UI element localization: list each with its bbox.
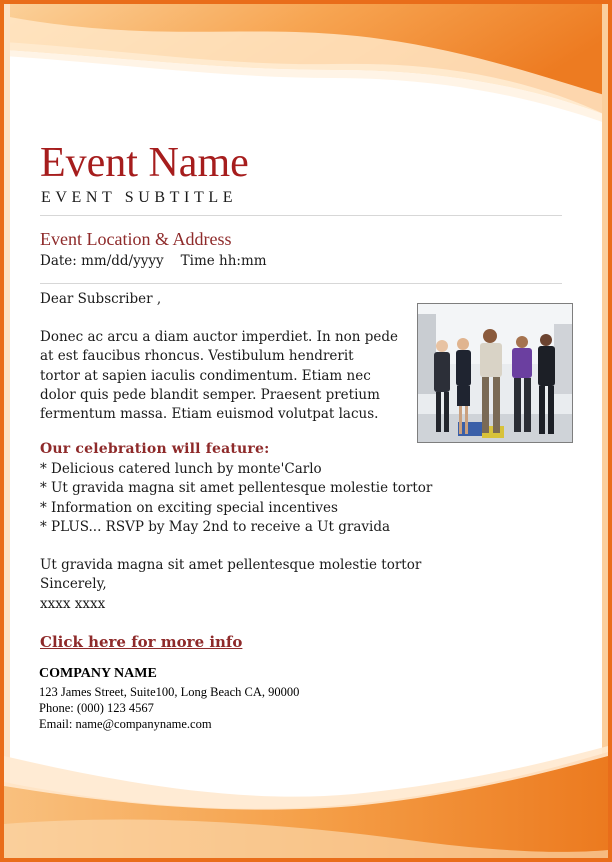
- body-line: tortor at sapien iaculis condimentum. Etiam nec: [40, 367, 371, 384]
- list-item: * Information on exciting special incentives: [40, 499, 338, 516]
- divider: [40, 283, 562, 284]
- flyer-content: [4, 4, 608, 858]
- body-line: dolor quis pede blandit semper. Praesent pretium: [40, 386, 380, 403]
- signature: xxxx xxxx: [40, 595, 106, 612]
- closing-line: Ut gravida magna sit amet pellentesque molestie tortor: [40, 557, 422, 573]
- event-location: Event Location & Address: [40, 229, 232, 249]
- group-photo-icon: [417, 303, 573, 443]
- body-line: at est faucibus rhoncus. Vestibulum hendrerit: [40, 348, 354, 365]
- date-time-line: [40, 253, 267, 269]
- list-item: * Delicious catered lunch by monte'Carlo: [40, 461, 322, 477]
- company-email: Email: name@companyname.com: [39, 717, 212, 731]
- event-name: Event Name: [40, 140, 249, 186]
- event-subtitle: EVENT SUBTITLE: [41, 189, 238, 206]
- body-line: Donec ac arcu a diam auctor imperdiet. In non pede: [40, 329, 399, 345]
- event-time: Time hh:mm: [180, 253, 267, 269]
- feature-heading: Our celebration will feature:: [40, 441, 270, 457]
- sign-off: Sincerely,: [40, 576, 107, 593]
- body-line: fermentum massa. Etiam euismod volutpat lacus.: [40, 406, 379, 423]
- company-address: 123 James Street, Suite100, Long Beach CA, 90000: [39, 685, 300, 699]
- list-item: * PLUS... RSVP by May 2nd to receive a Ut gravida: [40, 518, 391, 535]
- event-date: Date: mm/dd/yyyy: [40, 253, 164, 269]
- company-phone: Phone: (000) 123 4567: [39, 701, 154, 715]
- more-info-link[interactable]: Click here for more info: [40, 633, 243, 651]
- feature-list: [40, 460, 432, 537]
- list-item: * Ut gravida magna sit amet pellentesque molestie tortor: [40, 480, 433, 497]
- closing-block: [40, 556, 421, 614]
- company-name: COMPANY NAME: [39, 666, 157, 681]
- divider: [40, 215, 562, 216]
- body-paragraph: [40, 328, 398, 424]
- greeting: Dear Subscriber ,: [40, 291, 162, 307]
